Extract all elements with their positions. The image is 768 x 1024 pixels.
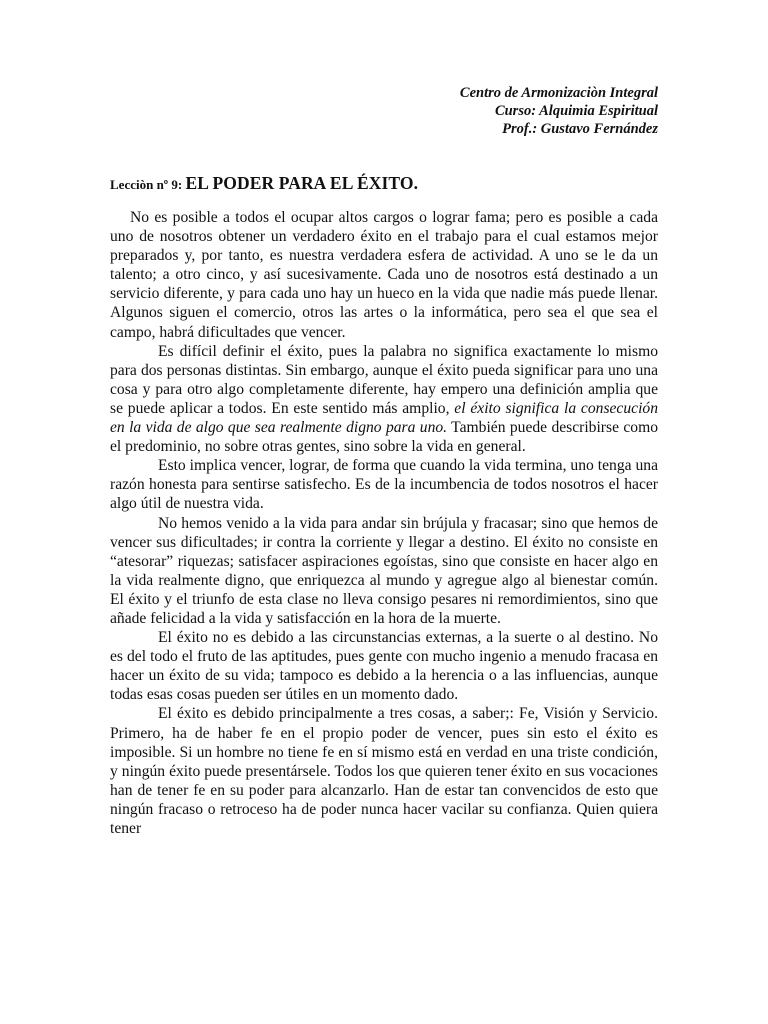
header-center-name: Centro de Armonizaciòn Integral (459, 85, 658, 101)
paragraph-5: El éxito no es debido a las circunstancias externas, a la suerte o al destino. No es del todo el fruto de las aptitudes, pues gente con mucho ingenio a menudo fracasa en hacer un éxito de su vida; tampoco es debido a la herencia o a las influencias, aunque todas esas cosas pueden ser útiles en un momento dado. (110, 629, 658, 704)
paragraph-2 (110, 342, 658, 457)
lesson-heading (110, 172, 660, 196)
header-block (460, 84, 658, 138)
header-course: Curso: Alquimia Espiritual (494, 103, 658, 119)
lesson-prefix: Lecciòn nº 9: (110, 177, 186, 192)
paragraph-3: Esto implica vencer, lograr, de forma que cuando la vida termina, uno tenga una razón honesta para sentirse satisfecho. Es de la incumbencia de todos nosotros el hacer algo útil de nuestra vida. (110, 457, 658, 513)
paragraph-1: No es posible a todos el ocupar altos cargos o lograr fama; pero es posible a cada uno de nosotros obtener un verdadero éxito en el trabajo para el cual estamos mejor preparados y, por tanto, es nuestra verdadera esfera de actividad. A uno se le da un talento; a otro cinco, y así sucesivamente. Cada uno de nosotros está destinado a un servicio diferente, y para cada uno hay un hueco en la vida que nadie más puede llenar. Algunos siguen el comercio, otros las artes o la informática, pero sea el que sea el campo, habrá dificultades que vencer. (110, 209, 658, 341)
header-professor: Prof.: Gustavo Fernández (502, 121, 658, 137)
paragraph-2-definition-italic: el éxito significa la consecución en la vida de algo que sea realmente digno para uno. (110, 399, 659, 437)
paragraph-2-text-a: Es difícil definir el éxito, pues la palabra no significa exactamente lo mismo para dos personas distintas. Sin embargo, aunque el éxito pueda significar para uno una cosa y para otro algo completamente diferente, hay empero una definición amplia que se puede aplicar a todos. En este sentido más amplio, (110, 342, 658, 417)
body-text (110, 208, 658, 838)
lesson-title: EL PODER PARA EL ÉXITO. (185, 173, 419, 193)
paragraph-2-text-c: También puede describirse como el predominio, no sobre otras gentes, sino sobre la vida en general. (110, 419, 658, 456)
paragraph-6: El éxito es debido principalmente a tres cosas, a saber;: Fe, Visión y Servicio. Primero, ha de haber fe en el propio poder de vencer, pues sin esto el éxito es imposible. Si un hombre no tiene fe en sí mismo está en verdad en una triste condición, y ningún éxito puede presentársele. Todos los que quieren tener éxito en sus vocaciones han de tener fe en su poder para alcanzarlo. Han de estar tan convencidos de esto que ningún fracaso o retroceso ha de poder nunca hacer vacilar su confianza. Quien quiera tener (110, 705, 658, 837)
paragraph-4: No hemos venido a la vida para andar sin brújula y fracasar; sino que hemos de vencer sus dificultades; ir contra la corriente y llegar a destino. El éxito no consiste en “atesorar” riquezas; satisfacer aspiraciones egoístas, sino que consiste en hacer algo en la vida realmente digno, que enriquezca al mundo y agregue algo al bienestar común. El éxito y el triunfo de esta clase no lleva consigo pesares ni remordimientos, sino que añade felicidad a la vida y satisfacción en la hora de la muerte. (110, 514, 658, 627)
